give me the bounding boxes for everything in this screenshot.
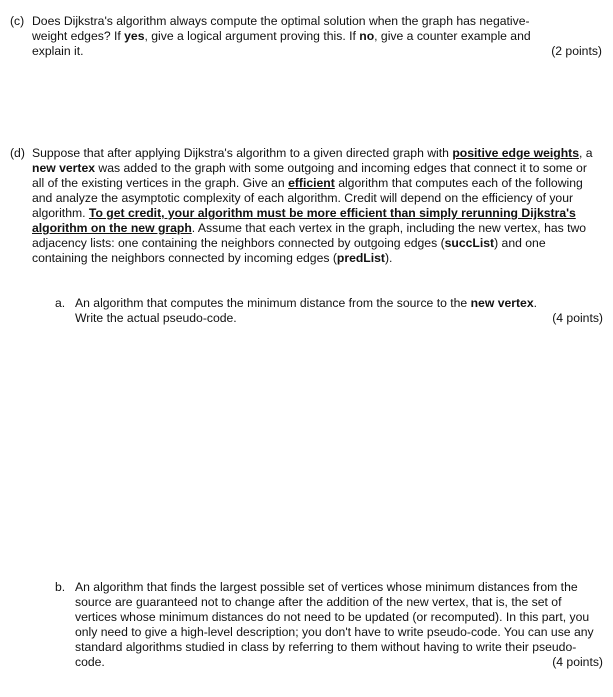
question-c-no: no (359, 29, 375, 43)
subquestion-a-label: a. (55, 296, 66, 310)
efficient-term: efficient (288, 176, 335, 190)
question-d-text: Suppose that after applying Dijkstra's algorithm to a given directed graph with (32, 146, 453, 160)
question-d-text: , a (578, 146, 593, 160)
question-d-text: algorithm that computes each of the following and analyze the asymptotic complexity of each algorithm. Credit will depend on the efficiency of your algorithm. (32, 176, 583, 220)
subquestion-a-text: Write the actual pseudo-code. (75, 311, 237, 325)
subquestion-a-points: (4 points) (552, 311, 603, 325)
question-d-label: (d) (10, 146, 25, 160)
predlist-term: predList (336, 251, 385, 265)
question-c-line-1: Does Dijkstra's algorithm always compute the optimal solution when the graph has negative- (32, 14, 530, 28)
subquestion-a-body (75, 296, 603, 326)
question-c-text: , give a logical argument proving this. If (144, 29, 360, 43)
question-c-body (32, 14, 602, 59)
question-d-text: . Assume that each vertex in the graph, including the new vertex, has two adjacency lists: one containing the neighbors connected by outgoing edges ( (32, 221, 587, 250)
question-c-text: , give a counter example and (374, 29, 531, 43)
question-d (10, 146, 602, 266)
question-c-label: (c) (10, 14, 25, 28)
new-vertex-term: new vertex (32, 161, 96, 175)
question-c-text: weight edges? If (32, 29, 125, 43)
subquestion-a-new-vertex: new vertex (470, 296, 534, 310)
subquestion-b-label: b. (55, 580, 66, 594)
question-d-text: was added to the graph with some outgoing and incoming edges that connect it to some or all of the existing vertices in the graph. Give an (32, 161, 587, 190)
question-d-text: ). (384, 251, 393, 265)
question-c (10, 14, 602, 59)
subquestion-b-body (75, 580, 603, 670)
question-c-line-2 (32, 29, 602, 44)
subquestion-a-line-1 (75, 296, 603, 311)
question-c-text: explain it. (32, 44, 84, 58)
subquestion-a-line-2 (75, 311, 603, 326)
subquestion-a (55, 296, 603, 326)
question-c-points: (2 points) (551, 44, 602, 58)
subquestion-b-points: (4 points) (552, 655, 603, 669)
subquestion-b (55, 580, 603, 670)
positive-edge-weights: positive edge weights (452, 146, 579, 160)
succlist-term: succList (444, 236, 495, 250)
subquestion-b-text: An algorithm that finds the largest possible set of vertices whose minimum distances from the source are guaranteed not to change after the addition of the new vertex, that is, the set of vertices whose minimum distances do not need to be updated (or recomputed). In this part, you only need to give a high-level description; you don't have to write pseudo-code. You can use any standard algorithms studied in class by referring to them without having to write their pseudo-code. (75, 580, 594, 669)
question-c-yes: yes (124, 29, 145, 43)
subquestion-a-text: . (533, 296, 538, 310)
question-c-line-3 (32, 44, 602, 59)
question-d-body (32, 146, 602, 266)
subquestion-a-text: An algorithm that computes the minimum distance from the source to the (75, 296, 471, 310)
question-d-text: ) and one containing the neighbors connected by incoming edges ( (32, 236, 546, 265)
credit-note: To get credit, your algorithm must be more efficient than simply rerunning Dijkstra's algorithm on the new graph (32, 206, 576, 235)
